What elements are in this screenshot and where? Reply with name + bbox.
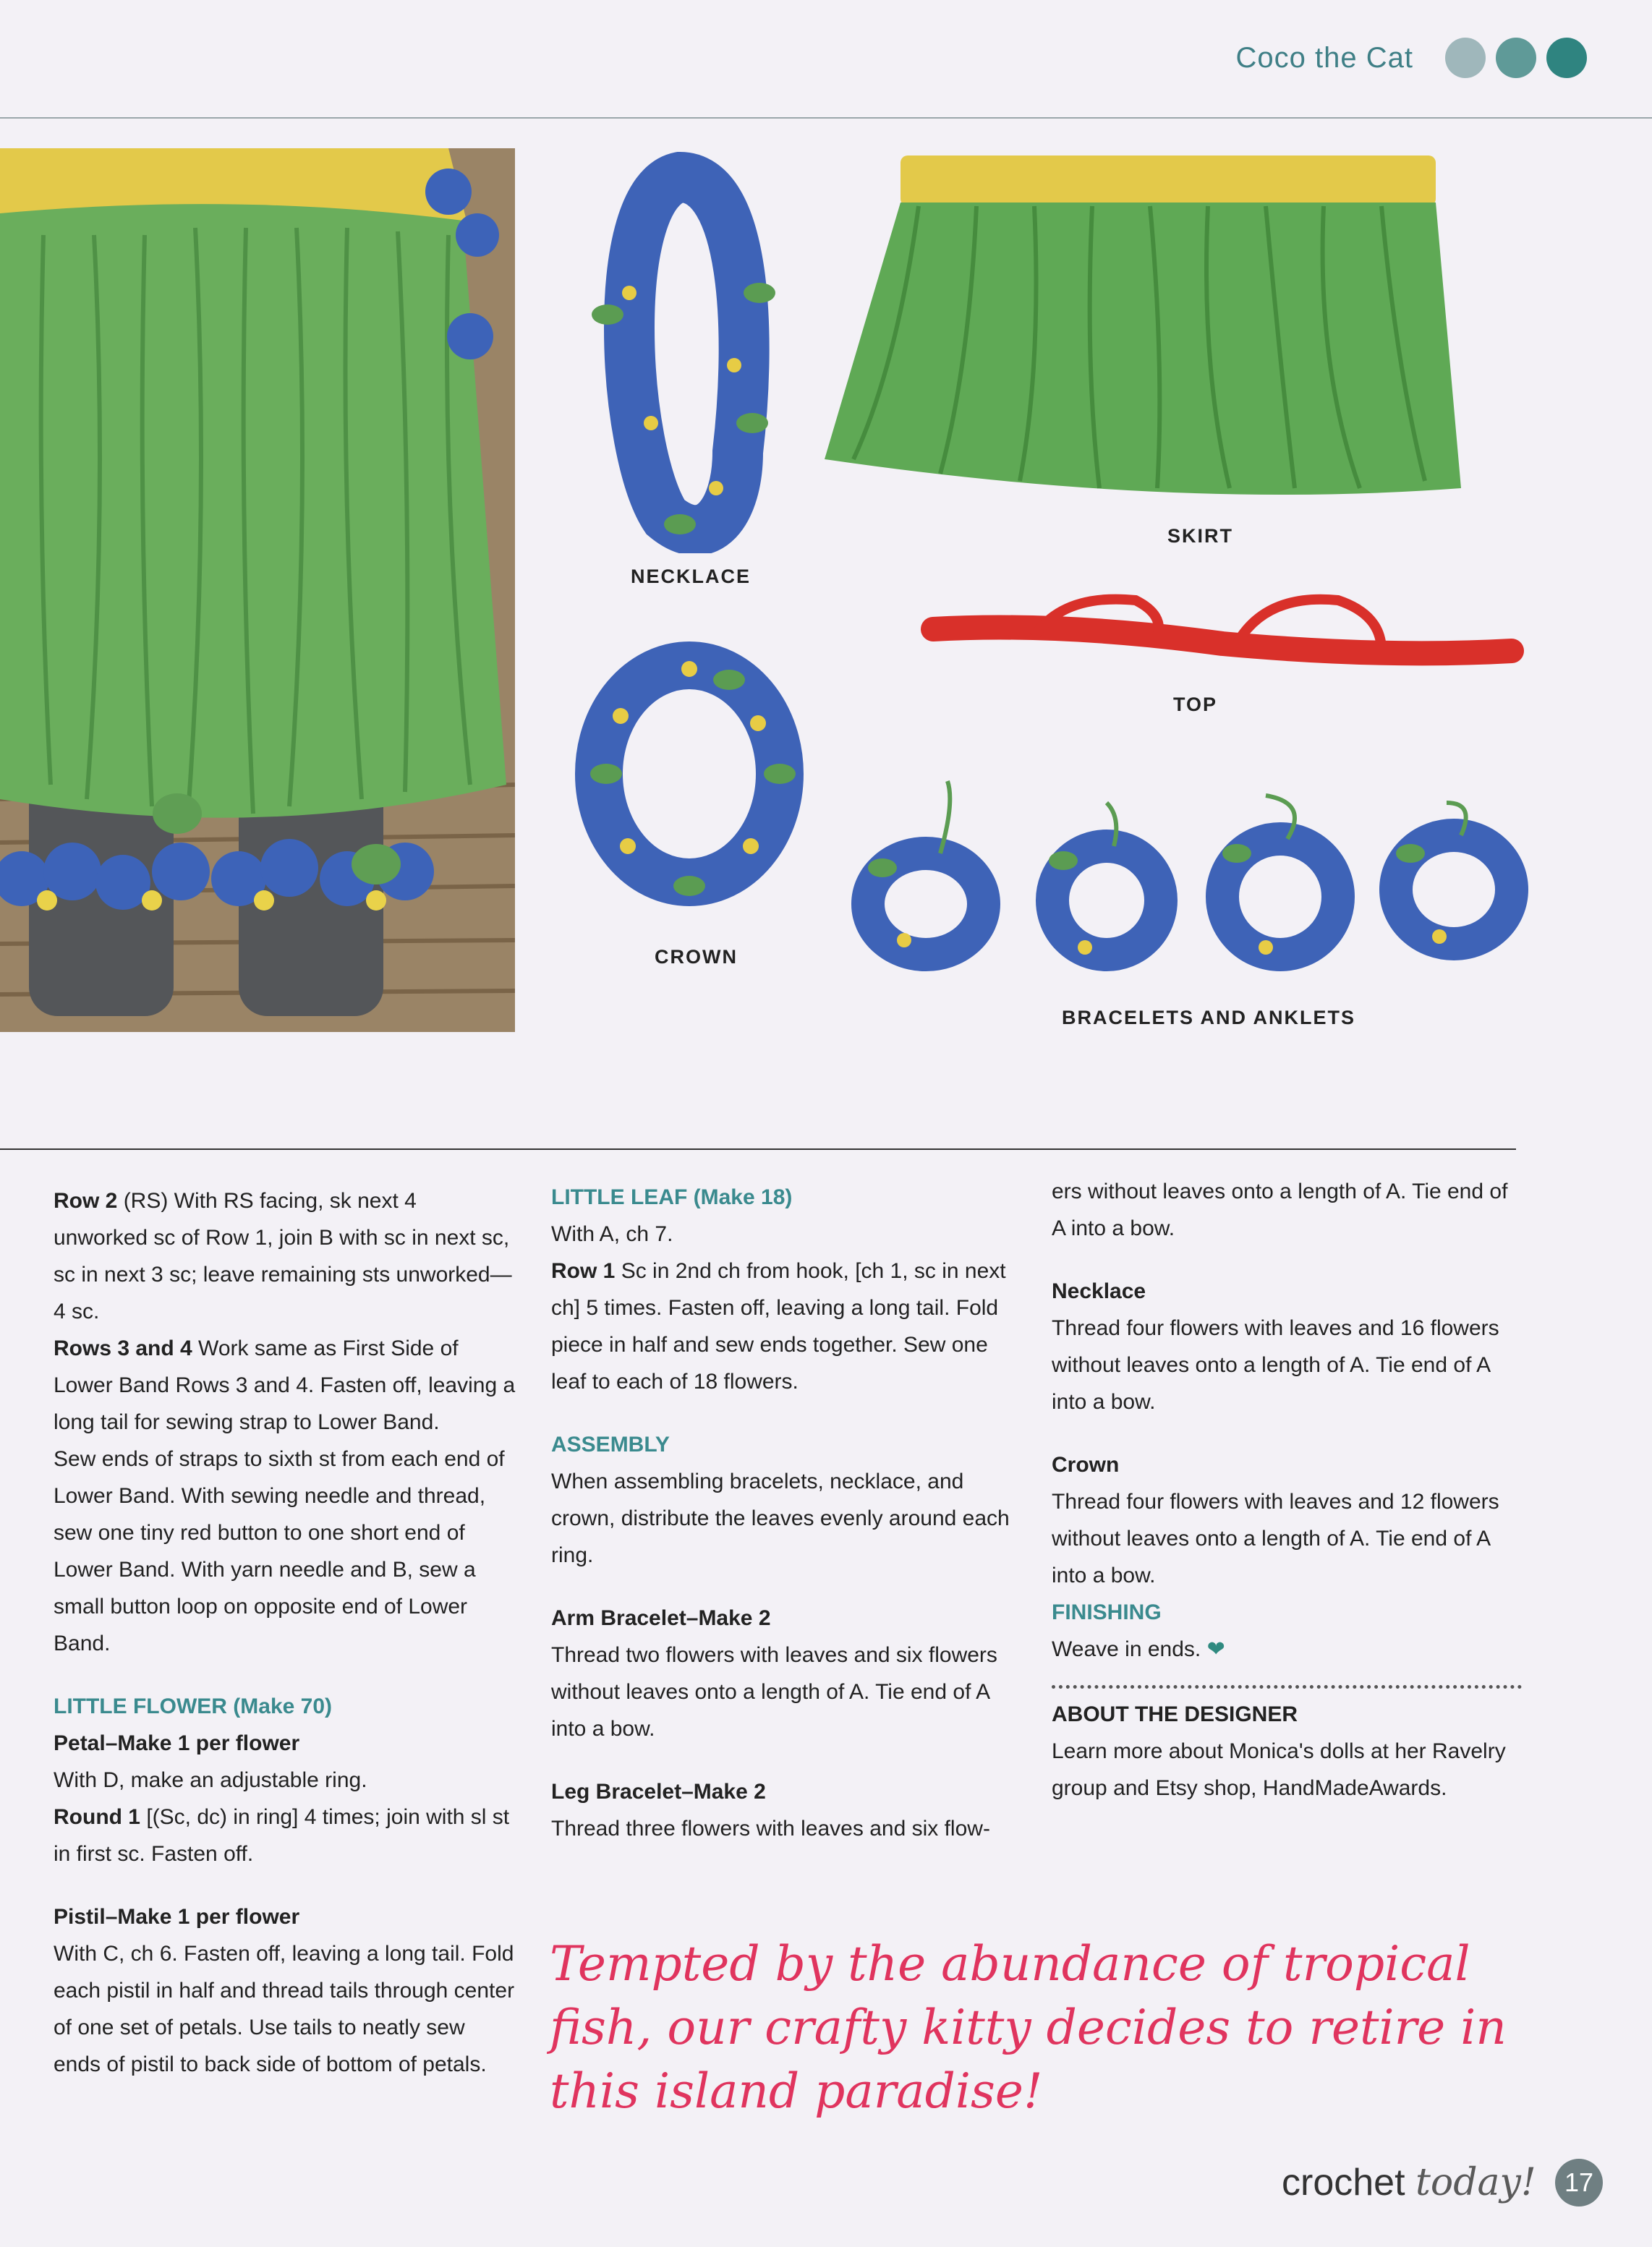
sew-paragraph: Sew ends of straps to sixth st from each end of Lower Band. With sewing needle and thread, sew one tiny red button to one short end of Lower Band. With yarn needle and B, sew a small button loop on opposite end of Lower Band. <box>54 1447 505 1655</box>
necklace-heading: Necklace <box>1052 1279 1146 1303</box>
caption-quote: Tempted by the abundance of tropical fish, our crafty kitty decides to retire in this island paradise! <box>550 1936 1507 2119</box>
rows34-text: Work same as First Side of Lower Band Rows 3 and 4. Fasten off, leaving a long tail for sewing strap to Lower Band. <box>54 1336 516 1434</box>
row1-label: Row 1 <box>551 1259 616 1283</box>
header-dot-1 <box>1445 38 1486 78</box>
header-rule <box>0 117 1652 119</box>
pistil-text: With C, ch 6. Fasten off, leaving a long tail. Fold each pistil in half and thread tails through center of one set of petals. Use tails to neatly sew ends of pistil to back side of bottom of petals. <box>54 1942 515 2076</box>
necklace-photo <box>564 148 810 553</box>
section-divider <box>0 1148 1516 1150</box>
necklace-text: Thread four flowers with leaves and 16 flowers without leaves onto a length of A. Tie end of A into a bow. <box>1052 1316 1499 1414</box>
assembly-heading: ASSEMBLY <box>551 1433 670 1457</box>
leaf-text: With A, ch 7. <box>551 1222 673 1246</box>
instructions-column-2 <box>551 1179 1014 1847</box>
header-dot-2 <box>1496 38 1536 78</box>
round1-paragraph <box>54 1799 516 1872</box>
bracelets-photo <box>832 774 1541 991</box>
doll-photo-illustration <box>0 148 515 1032</box>
finishing-text: Weave in ends. <box>1052 1637 1207 1661</box>
rows34-label: Rows 3 and 4 <box>54 1336 192 1360</box>
row1-paragraph <box>551 1253 1014 1400</box>
designer-heading: ABOUT THE DESIGNER <box>1052 1702 1298 1726</box>
row2-label: Row 2 <box>54 1189 118 1213</box>
necklace-label: NECKLACE <box>631 566 752 587</box>
crown-label: CROWN <box>655 946 738 968</box>
leg-bracelet-continued: ers without leaves onto a length of A. Tie end of A into a bow. <box>1052 1180 1508 1240</box>
skirt-photo <box>810 148 1533 510</box>
section-title: Coco the Cat <box>1235 42 1413 74</box>
assembly-text: When assembling bracelets, necklace, and crown, distribute the leaves evenly around each ring. <box>551 1470 1010 1567</box>
little-flower-heading: LITTLE FLOWER (Make 70) <box>54 1694 333 1718</box>
round1-text: [(Sc, dc) in ring] 4 times; join with sl st in first sc. Fasten off. <box>54 1805 510 1866</box>
designer-text: Learn more about Monica's dolls at her Ravelry group and Etsy shop, HandMadeAwards. <box>1052 1739 1506 1800</box>
rows34-paragraph <box>54 1330 516 1441</box>
header-dots <box>1445 38 1587 78</box>
magazine-brand <box>1282 2161 1536 2204</box>
finishing-heading: FINISHING <box>1052 1600 1162 1624</box>
round1-label: Round 1 <box>54 1805 140 1829</box>
page-header <box>0 0 1652 119</box>
skirt-label: SKIRT <box>1167 525 1233 547</box>
instructions-column-1 <box>54 1182 516 2083</box>
dotted-divider <box>1052 1685 1522 1689</box>
row2-paragraph <box>54 1182 516 1330</box>
header-dot-3 <box>1546 38 1587 78</box>
petal-heading: Petal–Make 1 per flower <box>54 1731 300 1755</box>
brand-today: today! <box>1415 2161 1536 2204</box>
little-leaf-heading: LITTLE LEAF (Make 18) <box>551 1185 793 1209</box>
brand-crochet: crochet <box>1282 2162 1415 2204</box>
doll-photo <box>0 148 515 1032</box>
crown-text: Thread four flowers with leaves and 12 flowers without leaves onto a length of A. Tie end of A into a bow. <box>1052 1490 1499 1587</box>
leg-bracelet-text: Thread three flowers with leaves and six flow- <box>551 1817 990 1841</box>
leg-bracelet-heading: Leg Bracelet–Make 2 <box>551 1780 766 1804</box>
crown-heading: Crown <box>1052 1453 1120 1477</box>
arm-bracelet-heading: Arm Bracelet–Make 2 <box>551 1606 771 1630</box>
crown-photo <box>563 629 816 918</box>
top-photo <box>919 579 1526 680</box>
petal-text: With D, make an adjustable ring. <box>54 1768 367 1792</box>
finishing-paragraph <box>1052 1631 1515 1668</box>
row2-text: (RS) With RS facing, sk next 4 unworked sc of Row 1, join B with sc in next sc, sc in next 3 sc; leave remaining sts unworked—4 sc. <box>54 1189 512 1323</box>
pistil-heading: Pistil–Make 1 per flower <box>54 1905 300 1929</box>
instructions-column-3 <box>1052 1173 1515 1807</box>
bracelets-label: BRACELETS AND ANKLETS <box>1062 1007 1355 1028</box>
arm-bracelet-text: Thread two flowers with leaves and six flowers without leaves onto a length of A. Tie end of A into a bow. <box>551 1643 997 1741</box>
row1-text: Sc in 2nd ch from hook, [ch 1, sc in next ch] 5 times. Fasten off, leaving a long tail. Fold piece in half and sew ends together. Sew one leaf to each of 18 flowers. <box>551 1259 1006 1394</box>
heart-icon: ❤ <box>1206 1637 1225 1661</box>
page-number: 17 <box>1555 2159 1603 2207</box>
top-label: TOP <box>1173 694 1218 715</box>
